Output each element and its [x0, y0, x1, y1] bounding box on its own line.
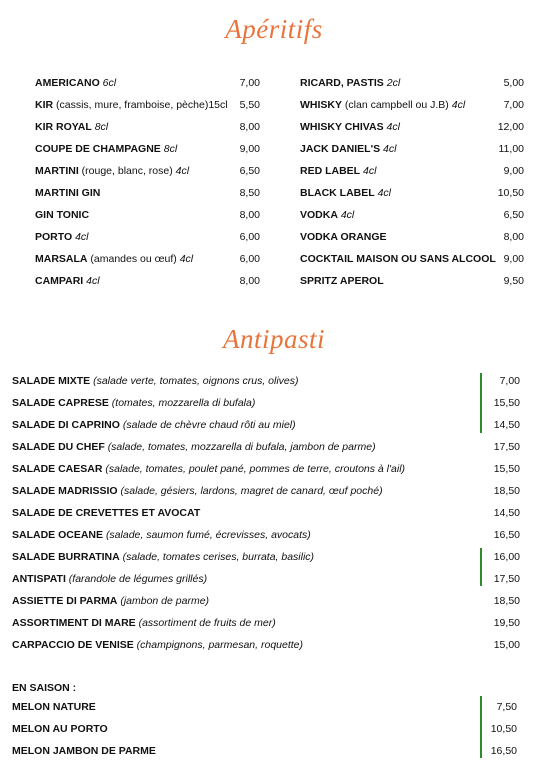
item-description: 8cl: [94, 121, 109, 133]
item-price: 11,00: [498, 143, 524, 155]
item-name: SALADE MADRISSIO: [12, 485, 118, 497]
item-description: (assortiment de fruits de mer): [138, 617, 276, 629]
item-price: 7,00: [239, 77, 260, 89]
menu-item: [12, 699, 96, 715]
menu-item: [300, 273, 384, 289]
menu-item: [300, 119, 400, 135]
item-name: SALADE DI CAPRINO: [12, 419, 120, 431]
item-price: 12,00: [497, 121, 524, 133]
menu-item: [12, 439, 376, 455]
item-price: 6,50: [239, 165, 260, 177]
item-description: (tomates, mozzarella di bufala): [111, 397, 256, 409]
item-description: 4cl: [86, 275, 100, 287]
menu-item: [35, 207, 89, 223]
menu-item: [35, 273, 100, 289]
item-name: SALADE MIXTE: [12, 375, 91, 387]
menu-item: [35, 141, 177, 157]
item-name: PORTO: [35, 231, 73, 243]
antipasti-title: Antipasti: [222, 324, 325, 354]
item-price: 8,00: [239, 275, 260, 287]
green-divider: [480, 696, 482, 758]
item-name: WHISKY: [300, 99, 342, 111]
menu-item: [35, 251, 193, 267]
green-divider: [480, 373, 482, 433]
item-detail: (rouge, blanc, rose): [81, 165, 173, 177]
item-price: 9,00: [503, 253, 524, 265]
en-saison-label: EN SAISON :: [12, 682, 77, 694]
menu-item: [12, 373, 299, 389]
item-description: 8cl: [163, 143, 178, 155]
item-name: SPRITZ APEROL: [300, 275, 384, 287]
item-name: ASSORTIMENT DI MARE: [12, 617, 136, 629]
item-price: 6,00: [239, 231, 260, 243]
menu-item: [300, 141, 396, 157]
item-description: (salade, tomates cerises, burrata, basilic): [122, 551, 315, 563]
item-price: 18,50: [493, 485, 520, 497]
item-description: 4cl: [383, 143, 397, 155]
item-price: 15,50: [493, 397, 520, 409]
menu-item: [12, 395, 255, 411]
item-price: 16,50: [493, 529, 520, 541]
menu-item: [12, 527, 311, 543]
item-name: MELON AU PORTO: [12, 723, 108, 735]
item-price: 7,00: [503, 99, 524, 111]
menu-item: [12, 593, 209, 609]
item-price: 14,50: [493, 507, 520, 519]
item-description: 2cl: [386, 77, 401, 89]
item-price: 8,00: [503, 231, 524, 243]
menu-item: [35, 185, 100, 201]
item-price: 8,50: [239, 187, 260, 199]
item-price: 19,50: [493, 617, 520, 629]
item-description: (salade de chèvre chaud rôti au miel): [122, 419, 296, 431]
menu-item: [35, 229, 89, 245]
item-price: 9,50: [503, 275, 524, 287]
item-price: 8,00: [239, 209, 260, 221]
item-name: GIN TONIC: [35, 209, 90, 221]
item-name: BLACK LABEL: [300, 187, 375, 199]
item-description: (salade verte, tomates, oignons crus, olives): [93, 375, 299, 387]
item-name: CARPACCIO DE VENISE: [12, 639, 134, 651]
menu-item: [12, 615, 276, 631]
item-name: MARSALA: [35, 253, 88, 265]
item-description: 4cl: [175, 165, 190, 177]
item-name: ASSIETTE DI PARMA: [12, 595, 118, 607]
item-price: 5,50: [239, 99, 260, 111]
menu-item: [35, 163, 189, 179]
item-price: 8,00: [239, 121, 260, 133]
item-description: 4cl: [377, 187, 392, 199]
item-name: SALADE OCEANE: [12, 529, 104, 541]
item-name: WHISKY CHIVAS: [300, 121, 384, 133]
item-description: (salade, saumon fumé, écrevisses, avocats): [105, 529, 311, 541]
item-name: MELON JAMBON DE PARME: [12, 745, 156, 757]
item-name: RICARD, PASTIS: [300, 77, 384, 89]
menu-item: [12, 721, 108, 737]
menu-item: [12, 571, 207, 587]
item-description: (salade, gésiers, lardons, magret de canard, œuf poché): [120, 485, 383, 497]
menu-item: [12, 743, 156, 759]
item-price: 18,50: [493, 595, 520, 607]
item-price: 17,50: [493, 441, 520, 453]
item-price: 15,50: [493, 463, 520, 475]
green-divider: [480, 548, 482, 586]
item-price: 5,00: [503, 77, 524, 89]
item-name: ANTISPATI: [12, 573, 66, 585]
menu-item: [35, 119, 108, 135]
item-name: SALADE CAESAR: [12, 463, 103, 475]
item-description: 4cl: [179, 253, 194, 265]
item-name: MARTINI GIN: [35, 187, 101, 199]
item-description: 4cl: [386, 121, 400, 133]
menu-item: [300, 251, 496, 267]
item-name: VODKA: [300, 209, 338, 221]
item-name: SALADE DU CHEF: [12, 441, 105, 453]
item-price: 15,00: [493, 639, 520, 651]
item-description: 4cl: [451, 99, 466, 111]
item-description: (champignons, parmesan, roquette): [136, 639, 304, 651]
item-price: 16,00: [493, 551, 520, 563]
item-description: (salade, tomates, poulet pané, pommes de terre, croutons à l'ail): [105, 463, 406, 475]
item-name: JACK DANIEL'S: [300, 143, 381, 155]
item-name: COCKTAIL MAISON OU SANS ALCOOL: [300, 253, 496, 265]
item-name: KIR: [35, 99, 54, 111]
menu-item: [300, 185, 391, 201]
item-price: 14,50: [493, 419, 520, 431]
item-detail: (cassis, mure, framboise, pèche)15cl: [56, 99, 228, 111]
item-description: (salade, tomates, mozzarella di bufala, jambon de parme): [107, 441, 376, 453]
menu-item: [35, 97, 228, 113]
item-description: 4cl: [75, 231, 89, 243]
menu-item: [300, 97, 465, 113]
menu-item: [300, 75, 400, 91]
menu-item: [300, 163, 376, 179]
item-name: SALADE DE CREVETTES ET AVOCAT: [12, 507, 201, 519]
item-price: 10,50: [490, 723, 517, 735]
item-description: (farandole de légumes grillés): [68, 573, 208, 585]
menu-item: [12, 505, 200, 521]
item-price: 9,00: [503, 165, 524, 177]
menu-item: [12, 417, 296, 433]
item-name: SALADE BURRATINA: [12, 551, 120, 563]
item-name: COUPE DE CHAMPAGNE: [35, 143, 161, 155]
item-price: 17,50: [493, 573, 520, 585]
item-name: VODKA ORANGE: [300, 231, 387, 243]
aperitifs-title: Apéritifs: [225, 14, 323, 44]
menu-item: [12, 483, 383, 499]
menu-item: [300, 229, 387, 245]
menu-item: [35, 75, 116, 91]
menu-item: [12, 637, 303, 653]
menu-item: [12, 461, 405, 477]
item-name: MARTINI: [35, 165, 79, 177]
item-price: 6,00: [239, 253, 260, 265]
item-description: 6cl: [102, 77, 117, 89]
item-price: 16,50: [490, 745, 517, 757]
item-price: 7,00: [499, 375, 520, 387]
item-name: AMERICANO: [35, 77, 100, 89]
item-price: 9,00: [239, 143, 260, 155]
item-name: CAMPARI: [35, 275, 84, 287]
item-detail: (clan campbell ou J.B): [344, 99, 449, 111]
menu-item: [300, 207, 354, 223]
item-name: SALADE CAPRESE: [12, 397, 109, 409]
item-name: KIR ROYAL: [35, 121, 92, 133]
item-detail: (amandes ou œuf): [90, 253, 177, 265]
item-price: 7,50: [496, 701, 517, 713]
item-price: 10,50: [497, 187, 524, 199]
item-description: (jambon de parme): [120, 595, 210, 607]
item-name: MELON NATURE: [12, 701, 96, 713]
item-description: 4cl: [363, 165, 377, 177]
item-description: 4cl: [340, 209, 355, 221]
item-name: RED LABEL: [300, 165, 361, 177]
menu-item: [12, 549, 314, 565]
item-price: 6,50: [503, 209, 524, 221]
